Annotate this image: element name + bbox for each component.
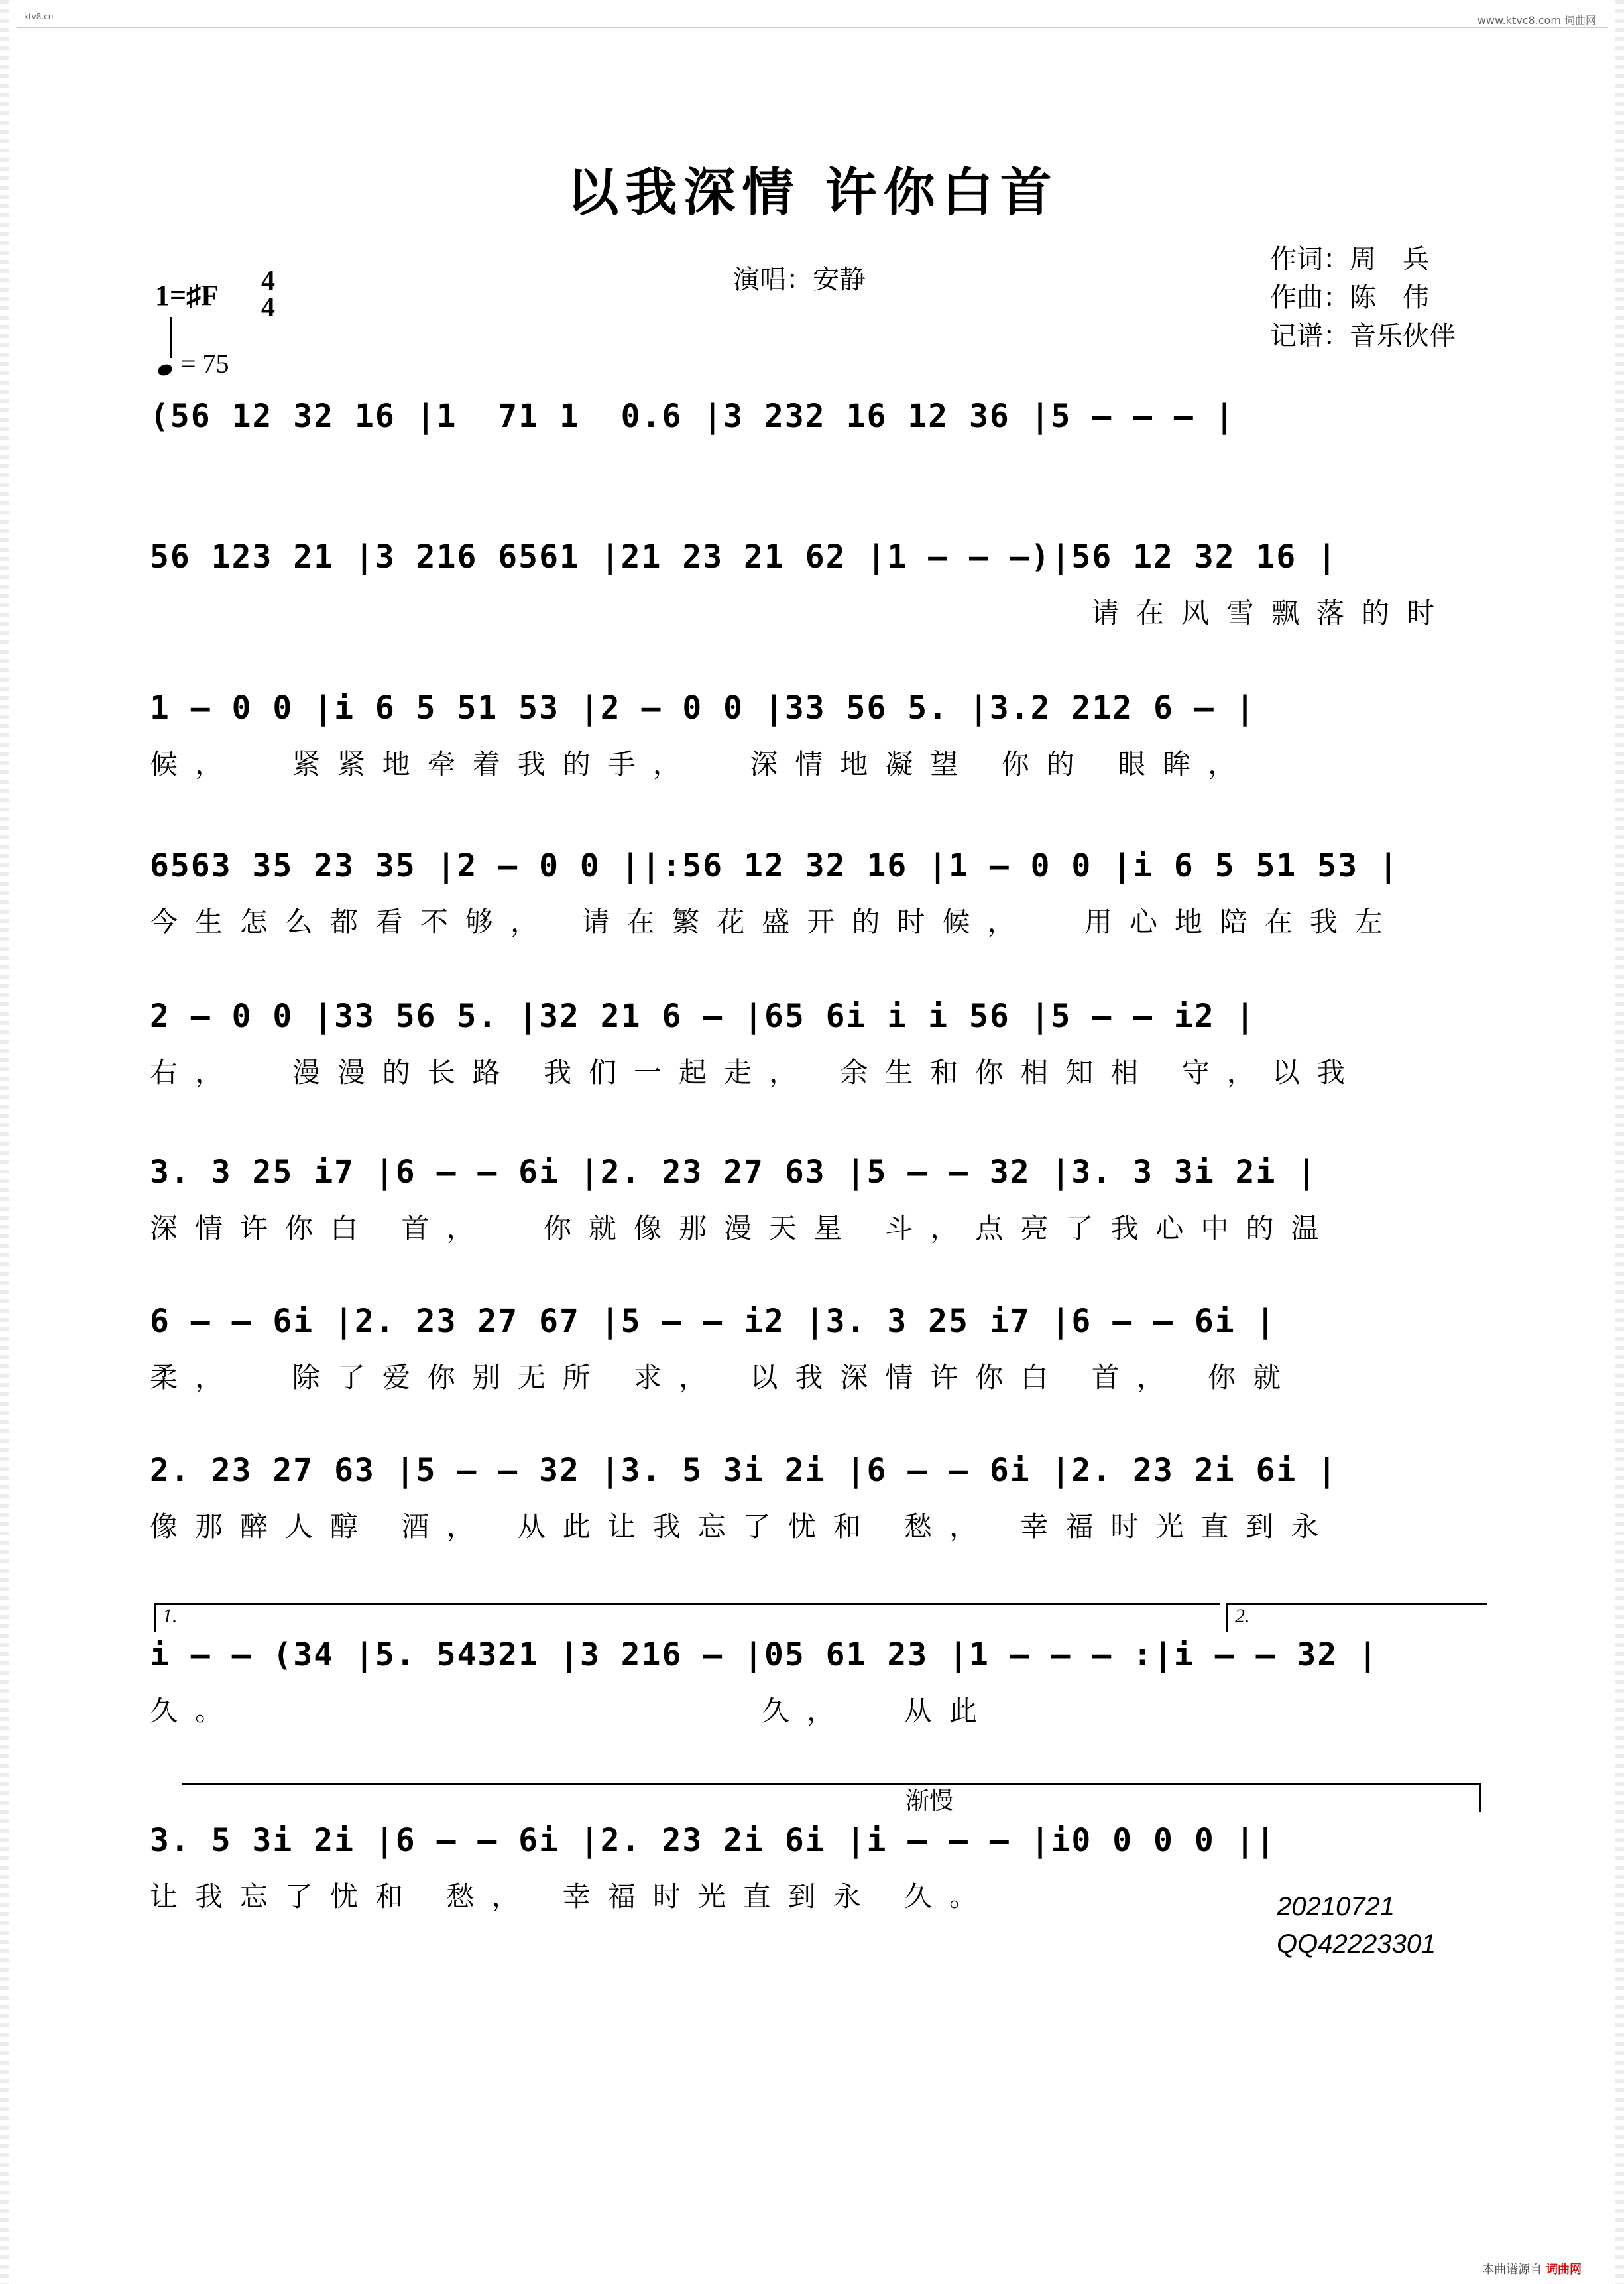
left-margin-strip — [0, 0, 9, 2284]
top-left-tag: ktv8.cn — [24, 12, 54, 21]
score-line-1 — [150, 398, 1582, 435]
right-margin-strip — [1615, 0, 1624, 2284]
lyric-line: 让我忘了忧和 愁， 幸福时光直到永 久。 — [150, 1880, 995, 1913]
music-line: 2 — 0 0 |33 56 5. |32 21 6 — |65 6i i i 56 |5 — — i2 | — [150, 998, 1256, 1035]
lyric-line: 久。 久， 从此 — [150, 1695, 994, 1727]
credits — [1270, 240, 1456, 355]
composer: 作曲：陈 伟 — [1270, 282, 1429, 313]
song-title: 以我深情 许你白首 — [567, 163, 1059, 223]
ritardando-mark: 渐慢 — [905, 1787, 954, 1815]
second-ending-label: 2. — [1235, 1605, 1250, 1627]
tempo-mark — [158, 331, 229, 379]
time-sig-bottom: 4 — [261, 292, 275, 323]
source-stamp — [1482, 2260, 1582, 2277]
source-brand: 词曲网 — [1546, 2263, 1582, 2277]
tempo-value: = 75 — [181, 349, 229, 379]
score-line-4 — [150, 847, 1582, 940]
quarter-note-icon — [156, 363, 174, 378]
lyric-line: 今生怎么都看不够， 请在繁花盛开的时候， 用心地陪在我左 — [150, 906, 1401, 938]
music-line: i — — (34 |5. 54321 |3 216 — |05 61 23 |1 — — — :|i — — 32 | — [150, 1636, 1379, 1673]
music-line: 6 — — 6i |2. 23 27 67 |5 — — i2 |3. 3 25 i7 |6 — — 6i | — [150, 1303, 1277, 1340]
music-line: 3. 5 3i 2i |6 — — 6i |2. 23 2i 6i |i — — — |i0 0 0 0 || — [150, 1822, 1277, 1859]
score-line-5 — [150, 998, 1582, 1091]
music-line: 3. 3 25 i7 |6 — — 6i |2. 23 27 63 |5 — — 32 |3. 3 3i 2i | — [150, 1154, 1318, 1191]
music-line: 1 — 0 0 |i 6 5 51 53 |2 — 0 0 |33 56 5. |3.2 212 6 — | — [150, 690, 1256, 727]
score-line-2 — [150, 538, 1582, 631]
lyric-line: 请在风雪飘落的时 — [1091, 597, 1452, 629]
lyric-line: 柔， 除了爱你别无所 求， 以我深情许你白 首， 你就 — [150, 1361, 1299, 1394]
lyric-line: 像那醉人醇 酒， 从此让我忘了忧和 愁， 幸福时光直到永 — [150, 1510, 1336, 1543]
lyric-line: 候， 紧紧地牵着我的手， 深情地凝望 你的 眼眸， — [150, 748, 1253, 780]
top-right-tag: www.ktvc8.com 词曲网 — [1477, 14, 1596, 27]
footer-note — [1277, 1888, 1436, 1962]
time-signature — [261, 268, 275, 321]
lyricist: 作词：周 兵 — [1270, 244, 1429, 274]
music-line: 56 123 21 |3 216 6561 |21 23 21 62 |1 — — —)|56 12 32 16 | — [150, 538, 1338, 575]
score-line-7 — [150, 1303, 1582, 1396]
score-sheet — [17, 0, 1608, 2284]
top-bar — [17, 12, 1608, 28]
second-ending-bracket — [1226, 1603, 1487, 1632]
time-sig-top: 4 — [261, 266, 275, 296]
singer: 演唱：安静 — [733, 265, 866, 295]
score-line-6 — [150, 1154, 1582, 1246]
music-line: 2. 23 27 63 |5 — — 32 |3. 5 3i 2i |6 — — 6i |2. 23 2i 6i | — [150, 1452, 1338, 1489]
music-line: (56 12 32 16 |1 71 1 0.6 |3 232 16 12 36 |5 — — — | — [150, 398, 1236, 435]
date-stamp: 20210721 — [1277, 1892, 1395, 1921]
lyric-line: 深情许你白 首， 你就像那漫天星 斗，点亮了我心中的温 — [150, 1212, 1336, 1244]
qq-number: QQ42223301 — [1277, 1929, 1436, 1958]
lyric-line: 右， 漫漫的长路 我们一起走， 余生和你相知相 守，以我 — [150, 1056, 1362, 1089]
score-line-3 — [150, 690, 1582, 782]
music-line: 6563 35 23 35 |2 — 0 0 ||:56 12 32 16 |1 — 0 0 |i 6 5 51 53 | — [150, 847, 1399, 884]
first-ending-bracket — [154, 1603, 1220, 1632]
first-ending-label: 1. — [162, 1605, 178, 1627]
source-text: 本曲谱源自 — [1482, 2263, 1542, 2277]
note-stem — [170, 317, 172, 358]
score-line-8 — [150, 1452, 1582, 1545]
ending-line-bracket — [182, 1783, 1481, 1812]
key-signature: 1=♯F — [155, 279, 219, 312]
transcriber: 记谱：音乐伙伴 — [1270, 321, 1456, 351]
score-line-9 — [150, 1636, 1582, 1729]
